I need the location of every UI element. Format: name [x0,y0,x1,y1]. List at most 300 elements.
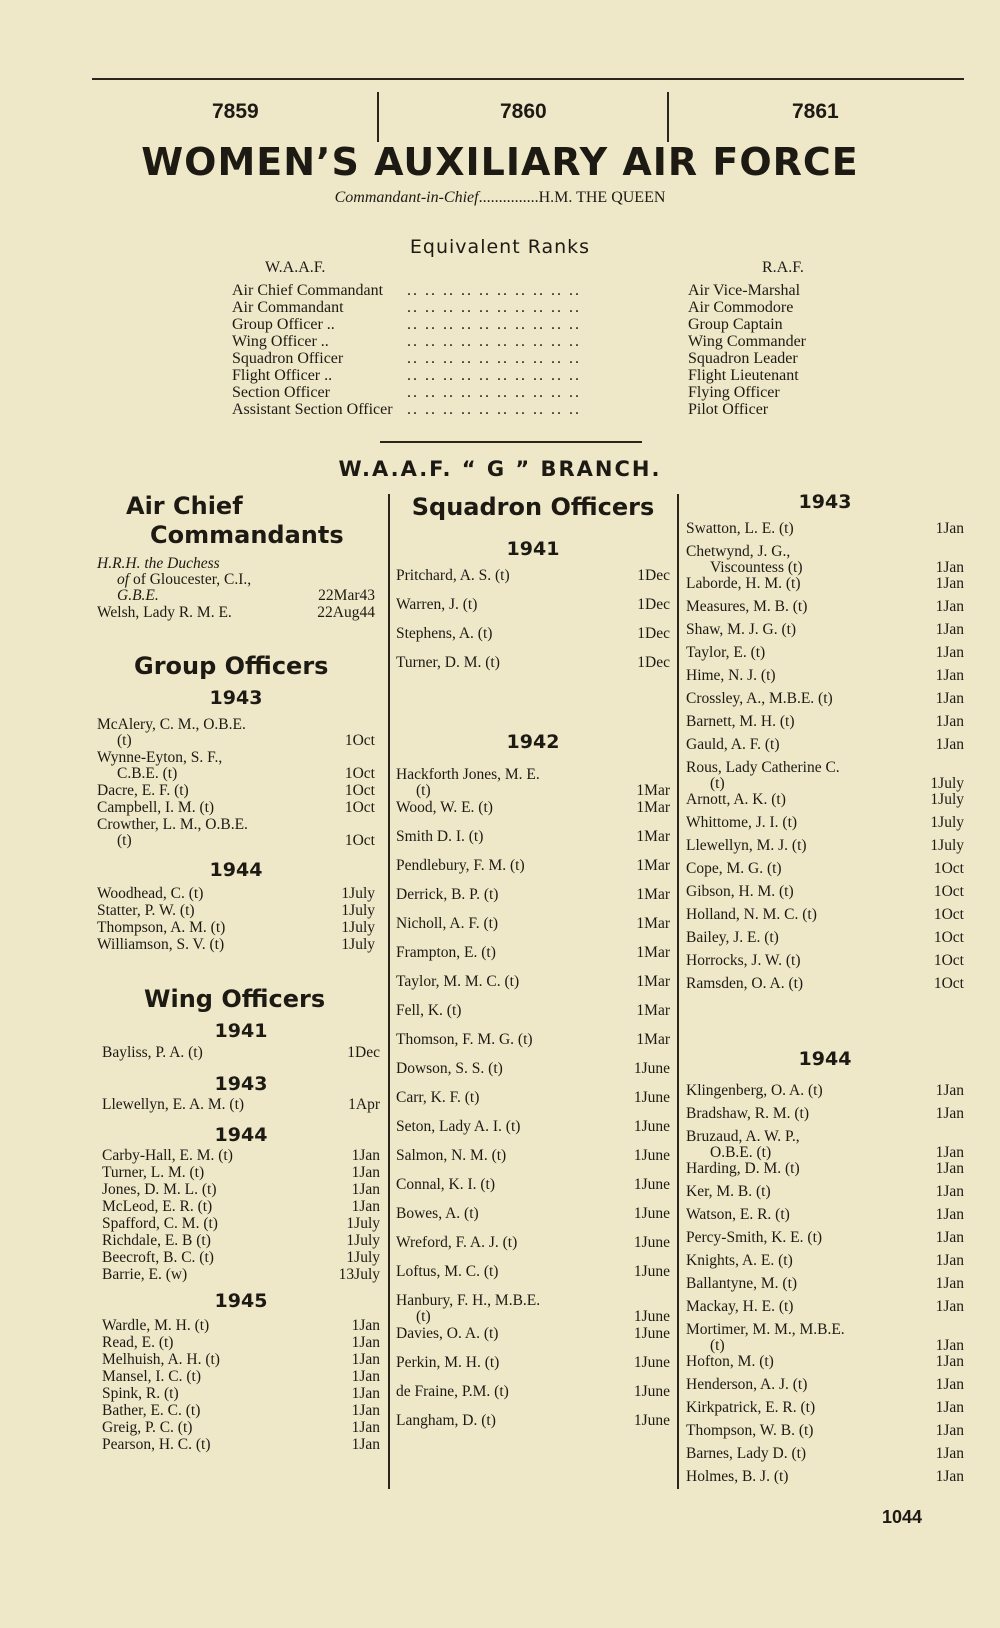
page-number-center: 7860 [500,100,547,123]
entry-date: 1Oct [933,906,964,923]
entry-date: 1Mar [636,973,670,990]
list-item [97,920,375,936]
year-heading: 1941 [214,1020,268,1042]
entry-date: 1Dec [347,1044,380,1061]
leader-dots: .. .. .. .. .. .. .. .. .. .. [407,333,581,350]
air-chief-heading [92,492,346,520]
entry-name-cont: (t) [416,782,431,799]
list-item [686,737,964,753]
list-item [686,1377,964,1393]
entry-date: 1Jan [935,1298,964,1315]
entry-date: 1Oct [344,765,375,782]
entry-date: 1Dec [637,654,670,671]
entry-date: 1July [346,1249,380,1266]
entry-date: 1Jan [935,1399,964,1416]
entry-name: Knights, A. E. (t) [686,1252,793,1269]
entry-name: Jones, D. M. L. (t) [102,1181,217,1198]
entry-name: Chetwynd, J. G., [686,543,791,560]
entry-name: Klingenberg, O. A. (t) [686,1082,823,1099]
entry-name: Ramsden, O. A. (t) [686,975,804,992]
waaf-rank: Squadron Officer [232,350,347,367]
entry-name: Melhuish, A. H. (t) [102,1351,220,1368]
air-chief-heading-line1: Air Chief [126,492,243,520]
entry-date: 1July [930,837,964,854]
entry-date: 1Jan [935,1468,964,1485]
list-item [396,829,670,845]
rank-row [232,299,852,316]
leader-dots: .. .. .. .. .. .. .. .. .. .. [407,384,581,401]
entry-name: Stephens, A. (t) [396,625,493,642]
list-item [97,817,375,849]
list-item [97,937,375,953]
list-item [686,599,964,615]
list-item [102,1182,380,1198]
raf-rank: Air Commodore [682,299,793,316]
top-rule [92,78,964,80]
list-item [396,1384,670,1400]
year-heading: 1941 [506,538,560,560]
entry-date: 1Jan [935,621,964,638]
waaf-column-label: W.A.A.F. [265,259,326,276]
entry-name: Turner, L. M. (t) [102,1164,205,1181]
entry-name: Kirkpatrick, E. R. (t) [686,1399,816,1416]
entry-date: 1Jan [351,1147,380,1164]
year-heading: 1944 [798,1048,852,1070]
commandant-line [0,189,1000,207]
entry-date: 1June [633,1412,670,1429]
entry-date: 1Jan [935,713,964,730]
entry-date: 1Oct [933,952,964,969]
entry-date: 1Mar [636,915,670,932]
entry-date: 1Jan [351,1368,380,1385]
list-item [686,1446,964,1462]
entry-date: 1June [633,1118,670,1135]
entry-name: Derrick, B. P. (t) [396,886,499,903]
entry-name: Hackforth Jones, M. E. [396,766,540,783]
entry-date: 1Mar [636,1031,670,1048]
commandant-dots: ............... [478,189,539,206]
entry-name: Mortimer, M. M., M.B.E. [686,1321,845,1338]
list-item [396,945,670,961]
entry-name: Crossley, A., M.B.E. (t) [686,690,833,707]
entry-name: Perkin, M. H. (t) [396,1354,500,1371]
entry-name: Ker, M. B. (t) [686,1183,771,1200]
list-item [686,544,964,576]
entry-name: Laborde, H. M. (t) [686,575,801,592]
entry-name: Taylor, E. (t) [686,644,766,661]
list-item [102,1318,380,1334]
entry-date: 1June [633,1354,670,1371]
entry-name: Swatton, L. E. (t) [686,520,794,537]
entry-date: 1Jan [351,1334,380,1351]
entry-name: Llewellyn, E. A. M. (t) [102,1096,245,1113]
entry-name: Horrocks, J. W. (t) [686,952,801,969]
list-item [396,1235,670,1251]
list-item [396,858,670,874]
list-item [686,815,964,831]
waaf-rank: Assistant Section Officer [232,401,397,418]
squadron-officers-heading: Squadron Officers [411,493,655,521]
entry-name-cont: (t) [416,1308,431,1325]
list-item [396,1206,670,1222]
entry-name: Frampton, E. (t) [396,944,496,961]
list-item [686,714,964,730]
list-item [102,1420,380,1436]
entry-name: Mansel, I. C. (t) [102,1368,202,1385]
leader-dots: .. .. .. .. .. .. .. .. .. .. [407,282,581,299]
waaf-rank: Section Officer [232,384,334,401]
list-item [686,1230,964,1246]
entry-date: 1Jan [935,1353,964,1370]
list-item [102,1267,380,1283]
entry-name: Woodhead, C. (t) [97,885,204,902]
entry-name: Seton, Lady A. I. (t) [396,1118,521,1135]
list-item [396,597,670,613]
entry-date: 1Apr [348,1096,380,1113]
entry-date: 1Jan [351,1385,380,1402]
waaf-rank: Air Chief Commandant [232,282,387,299]
entry-name: Hofton, M. (t) [686,1353,774,1370]
entry-date: 1Mar [636,886,670,903]
entry-date: 1Jan [935,598,964,615]
list-item [686,576,964,592]
entry-date: 1June [633,1383,670,1400]
entry-date: 1Jan [935,1275,964,1292]
entry-name: Wardle, M. H. (t) [102,1317,210,1334]
list-item [396,767,670,799]
entry-date: 1July [341,902,375,919]
entry-name: Welsh, Lady R. M. E. [97,604,232,621]
entry-name: Greig, P. C. (t) [102,1419,193,1436]
list-item [686,1276,964,1292]
page-number-right: 7861 [792,100,839,123]
equivalent-ranks-heading: Equivalent Ranks [409,236,591,258]
entry-date: 1Dec [637,567,670,584]
rank-row [232,333,852,350]
entry-date: 1Dec [637,625,670,642]
entry-date: 1June [633,1308,670,1325]
entry-date: 1June [633,1089,670,1106]
entry-name: Henderson, A. J. (t) [686,1376,808,1393]
entry-date: 1Jan [935,1183,964,1200]
list-item [396,1326,670,1342]
entry-name-cont: (t) [710,775,725,792]
entry-name: Bowes, A. (t) [396,1205,479,1222]
list-item [686,792,964,808]
year-heading: 1942 [506,731,560,753]
entry-date: 1Jan [935,520,964,537]
entry-name: Holland, N. M. C. (t) [686,906,817,923]
entry-name: Holmes, B. J. (t) [686,1468,789,1485]
list-item [396,1413,670,1429]
entry-date: 1July [930,791,964,808]
list-item [686,861,964,877]
entry-date: 1July [346,1215,380,1232]
rank-row [232,350,852,367]
header-divider [377,92,379,142]
list-item [102,1148,380,1164]
list-item [686,1299,964,1315]
waaf-rank: Group Officer .. [232,316,339,333]
footer-page-number: 1044 [882,1507,923,1527]
entry-date: 1June [633,1234,670,1251]
entry-date: 1June [633,1147,670,1164]
list-item [97,605,375,621]
entry-name: Wynne-Eyton, S. F., [97,749,223,766]
entry-name: Crowther, L. M., O.B.E. [97,816,248,833]
list-item [686,1322,964,1354]
entry-name: Gibson, H. M. (t) [686,883,794,900]
entry-date: 1Oct [933,975,964,992]
branch-title: W.A.A.F. “ G ” BRANCH. [338,457,662,481]
entry-name: Richdale, E. B (t) [102,1232,211,1249]
entry-date: 1Jan [935,1229,964,1246]
leader-dots: .. .. .. .. .. .. .. .. .. .. [407,316,581,333]
entry-name: Turner, D. M. (t) [396,654,500,671]
entry-date: 1Jan [935,1445,964,1462]
entry-name: Nicholl, A. F. (t) [396,915,499,932]
leader-dots: .. .. .. .. .. .. .. .. .. .. [407,367,581,384]
list-item [686,691,964,707]
list-item [102,1437,380,1453]
entry-name: Dacre, E. F. (t) [97,782,189,799]
air-chief-heading-line2: Commandants [150,521,344,549]
list-item [686,907,964,923]
entry-name: Bayliss, P. A. (t) [102,1044,203,1061]
list-item [396,1293,670,1325]
list-item [97,903,375,919]
list-item [686,1354,964,1370]
entry-name: Harding, D. M. (t) [686,1160,800,1177]
entry-date: 1Oct [344,799,375,816]
entry-name: Barnes, Lady D. (t) [686,1445,807,1462]
list-item [97,783,375,799]
list-item [396,1119,670,1135]
leader-dots: .. .. .. .. .. .. .. .. .. .. [407,299,581,316]
entry-date: 1Jan [935,1422,964,1439]
list-item [396,1032,670,1048]
list-item [102,1369,380,1385]
entry-name: Bather, E. C. (t) [102,1402,201,1419]
entry-date: 1July [341,919,375,936]
list-item [396,887,670,903]
header-divider [667,92,669,142]
entry-date: 1Jan [351,1181,380,1198]
entry-date: 13July [338,1266,380,1283]
entry-name: Salmon, N. M. (t) [396,1147,507,1164]
entry-date: 1July [341,936,375,953]
list-item [102,1165,380,1181]
entry-name: Pritchard, A. S. (t) [396,567,510,584]
list-item [396,626,670,642]
list-item [396,655,670,671]
entry-name: Pearson, H. C. (t) [102,1436,211,1453]
entry-name: Spink, R. (t) [102,1385,179,1402]
list-item [686,884,964,900]
entry-name: Statter, P. W. (t) [97,902,195,919]
entry-date: 1Jan [935,575,964,592]
list-item [686,668,964,684]
entry-date: 1Jan [351,1402,380,1419]
commandant-label: Commandant-in-Chief [334,189,479,206]
entry-date: 1Mar [636,857,670,874]
entry-name-text: of Gloucester, C.I., [132,571,252,588]
list-item [686,1161,964,1177]
entry-name: Measures, M. B. (t) [686,598,808,615]
list-item [396,800,670,816]
entry-name: Connal, K. I. (t) [396,1176,496,1193]
entry-date: 22Mar43 [318,587,375,604]
list-item [97,886,375,902]
entry-name: Barrie, E. (w) [102,1266,188,1283]
entry-date: 1Jan [351,1351,380,1368]
list-item [686,1423,964,1439]
entry-date: 1Jan [935,1144,964,1161]
entry-date: 1July [930,775,964,792]
list-item [102,1386,380,1402]
entry-date: 1Oct [344,832,375,849]
entry-name: Beecroft, B. C. (t) [102,1249,214,1266]
list-item [396,1090,670,1106]
list-item [686,1469,964,1485]
entry-date: 1Jan [935,1337,964,1354]
entry-date: 1Jan [935,690,964,707]
entry-date: 1Jan [935,644,964,661]
entry-name: de Fraine, P.M. (t) [396,1383,509,1400]
entry-name: Warren, J. (t) [396,596,478,613]
list-item [686,976,964,992]
entry-name: Arnott, A. K. (t) [686,791,786,808]
list-item [102,1250,380,1266]
year-heading: 1944 [209,859,263,881]
list-item [102,1403,380,1419]
list-item [97,556,375,604]
entry-name: McLeod, E. R. (t) [102,1198,213,1215]
entry-name: Thompson, W. B. (t) [686,1422,814,1439]
entry-date: 1Jan [351,1436,380,1453]
entry-name: Bradshaw, R. M. (t) [686,1105,809,1122]
list-item [686,1106,964,1122]
entry-name-cont: G.B.E. [117,587,159,604]
list-item [97,717,375,749]
leader-dots: .. .. .. .. .. .. .. .. .. .. [407,350,581,367]
entry-date: 1June [633,1263,670,1280]
entry-date: 1July [930,814,964,831]
entry-date: 1Mar [636,782,670,799]
entry-name: Dowson, S. S. (t) [396,1060,503,1077]
list-item [396,1148,670,1164]
entry-date: 1Jan [935,1160,964,1177]
raf-rank: Group Captain [682,316,783,333]
page-title: WOMEN’S AUXILIARY AIR FORCE [141,140,859,184]
entry-date: 1Dec [637,596,670,613]
entry-name-cont: Viscountess (t) [710,559,803,576]
entry-date: 1Mar [636,1002,670,1019]
list-item [686,760,964,792]
year-heading: 1945 [214,1290,268,1312]
list-item [396,916,670,932]
entry-name: Smith D. I. (t) [396,828,484,845]
entry-date: 1Jan [351,1198,380,1215]
entry-name: Fell, K. (t) [396,1002,462,1019]
list-item [686,1400,964,1416]
list-item [102,1045,380,1061]
entry-date: 1Jan [351,1419,380,1436]
rank-row [232,316,852,333]
entry-date: 1Oct [344,782,375,799]
entry-name: Bailey, J. E. (t) [686,929,779,946]
entry-name: H.R.H. the Duchess [97,555,220,572]
page-number-left: 7859 [212,100,259,123]
rank-row [232,401,852,418]
commandant-name: H.M. THE QUEEN [538,189,666,206]
entry-name: Read, E. (t) [102,1334,174,1351]
list-item [686,930,964,946]
entry-name: Mackay, H. E. (t) [686,1298,794,1315]
waaf-rank: Wing Officer .. [232,333,333,350]
raf-rank: Air Vice-Marshal [682,282,800,299]
entry-date: 1July [346,1232,380,1249]
entry-name: Percy-Smith, K. E. (t) [686,1229,823,1246]
year-heading: 1944 [214,1124,268,1146]
entry-date: 1Jan [935,1206,964,1223]
entry-name: Thompson, A. M. (t) [97,919,226,936]
entry-date: 1Oct [933,883,964,900]
entry-name: Thomson, F. M. G. (t) [396,1031,533,1048]
entry-name: Carr, K. F. (t) [396,1089,480,1106]
year-heading: 1943 [798,491,852,513]
list-item [686,1083,964,1099]
leader-dots: .. .. .. .. .. .. .. .. .. .. [407,401,581,418]
entry-date: 1June [633,1176,670,1193]
entry-name: Bruzaud, A. W. P., [686,1128,800,1145]
entry-name: Llewellyn, M. J. (t) [686,837,807,854]
entry-date: 1Jan [351,1317,380,1334]
entry-name-cont: (t) [710,1337,725,1354]
list-item [686,838,964,854]
entry-name: Ballantyne, M. (t) [686,1275,798,1292]
entry-date: 1Oct [933,929,964,946]
list-item [102,1216,380,1232]
entry-name: Langham, D. (t) [396,1412,496,1429]
year-heading: 1943 [209,687,263,709]
entry-date: 1Jan [935,1252,964,1269]
entry-name: Taylor, M. M. C. (t) [396,973,520,990]
entry-name: Watson, E. R. (t) [686,1206,790,1223]
raf-rank: Flying Officer [682,384,780,401]
list-item [97,800,375,816]
list-item [686,1184,964,1200]
column-divider [677,494,679,1489]
entry-date: 1Mar [636,828,670,845]
entry-date: 1June [633,1060,670,1077]
list-item [396,568,670,584]
entry-name-cont: of of Gloucester, C.I., [117,571,252,588]
entry-name: Shaw, M. J. G. (t) [686,621,797,638]
entry-name: Rous, Lady Catherine C. [686,759,840,776]
list-item [686,1253,964,1269]
raf-rank: Pilot Officer [682,401,768,418]
entry-name: Loftus, M. C. (t) [396,1263,499,1280]
raf-rank: Squadron Leader [682,350,798,367]
list-item [102,1097,380,1113]
list-item [686,521,964,537]
list-item [686,1207,964,1223]
entry-date: 1Jan [351,1164,380,1181]
list-item [97,750,375,782]
entry-date: 1Jan [935,1105,964,1122]
entry-name: Whittome, J. I. (t) [686,814,798,831]
